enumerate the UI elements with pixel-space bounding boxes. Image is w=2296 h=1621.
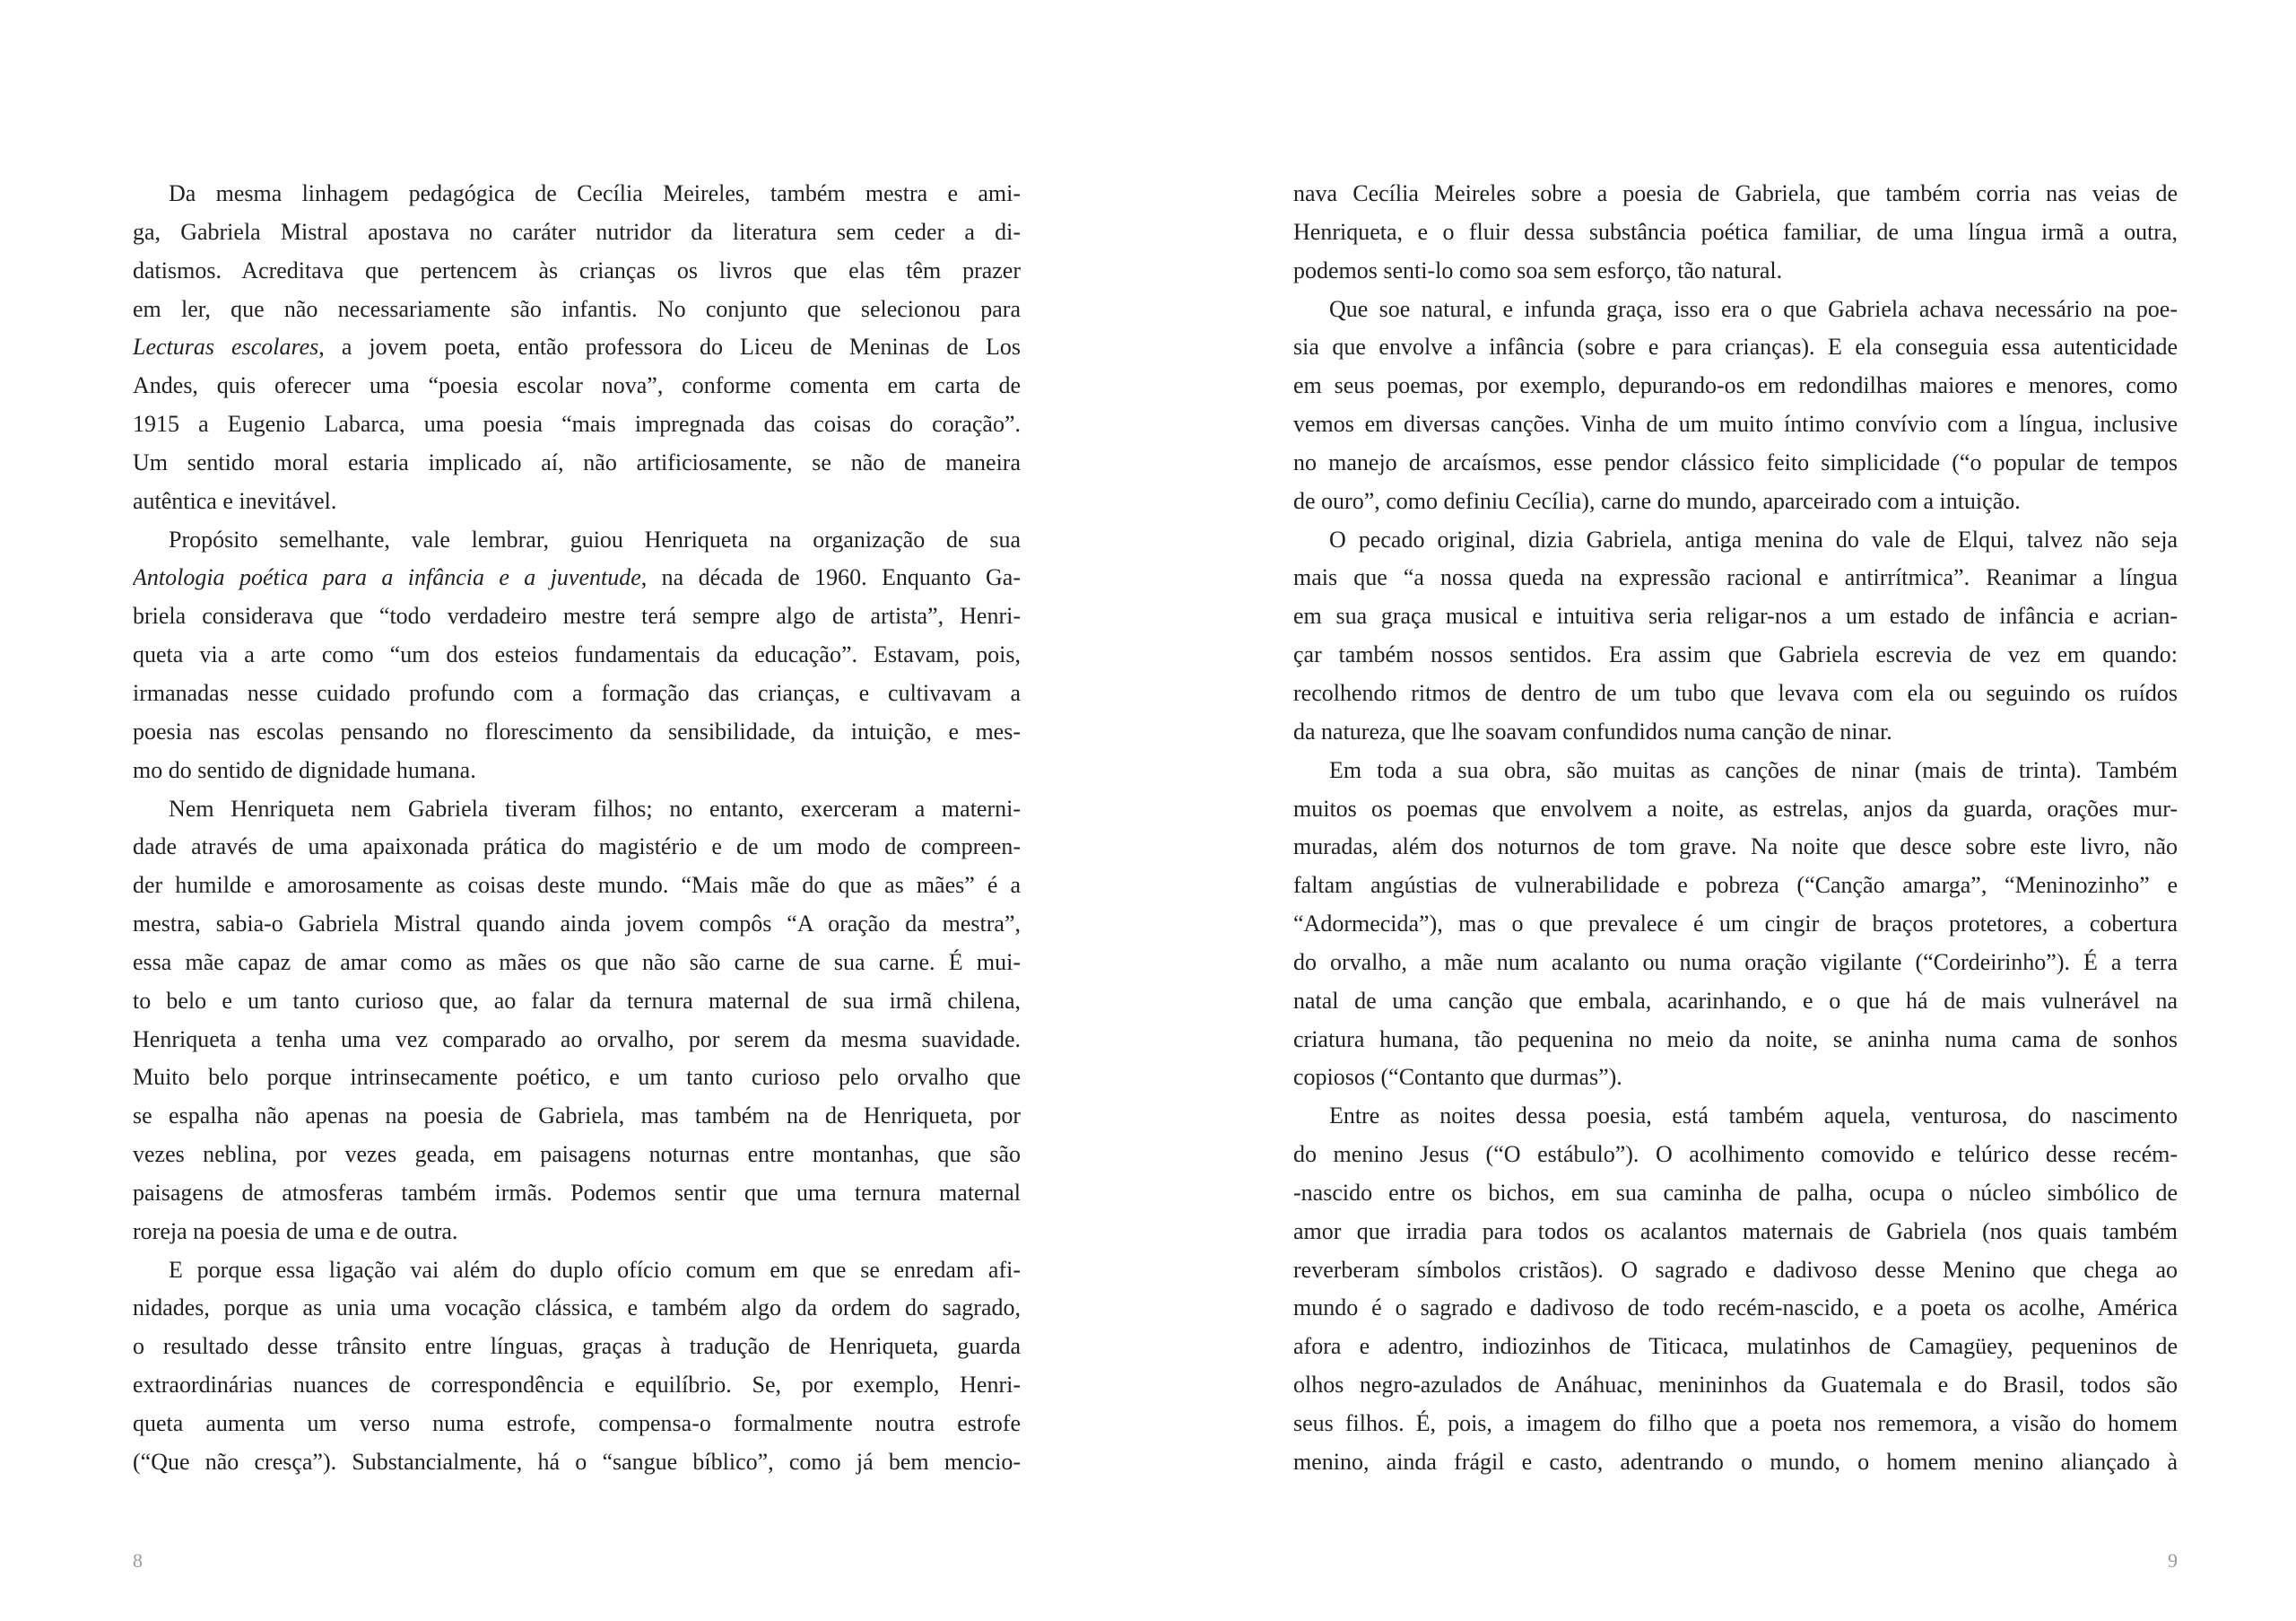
text-line: Que soe natural, e infunda graça, isso era o que Gabriela achava necessário na poe- [1329,295,2178,322]
text-line: essa mãe capaz de amar como as mães os que não são carne de sua carne. É mui- [133,948,1021,975]
text-line: (“Que não cresça”). Substancialmente, há o “sangue bíblico”, como já bem mencio- [133,1448,1021,1475]
text-line: copiosos (“Contanto que durmas”). [1293,1064,1622,1091]
left-page-number: 8 [133,1549,143,1572]
right-page-text [1293,175,2178,1482]
right-page [1148,0,2296,1621]
text-line: nidades, porque as unia uma vocação clássica, e também algo da ordem do sagrado, [133,1294,1021,1321]
text-line: recolhendo ritmos de dentro de um tubo que levava com ela ou seguindo os ruídos [1293,679,2178,706]
text-line: vemos em diversas canções. Vinha de um muito íntimo convívio com a língua, inclusive [1293,411,2178,438]
text-line: do orvalho, a mãe num acalanto ou numa oração vigilante (“Cordeirinho”). É a terra [1293,948,2178,975]
text-line: menino, ainda frágil e casto, adentrando o mundo, o homem menino aliançado à [1293,1448,2178,1475]
text-line: muradas, além dos noturnos de tom grave. Na noite que desce sobre este livro, não [1293,833,2178,860]
text-line: o resultado desse trânsito entre línguas, graças à tradução de Henriqueta, guarda [133,1333,1021,1360]
text-line: Henriqueta a tenha uma vez comparado ao orvalho, por serem da mesma suavidade. [133,1025,1021,1052]
text-line: afora e adentro, indiozinhos de Titicaca, mulatinhos de Camagüey, pequeninos de [1293,1333,2178,1360]
text-line: ga, Gabriela Mistral apostava no caráter nutridor da literatura sem ceder a di- [133,218,1021,245]
text-line: Propósito semelhante, vale lembrar, guiou Henriqueta na organização de sua [169,526,1021,553]
text-line: amor que irradia para todos os acalantos maternais de Gabriela (nos quais também [1293,1217,2178,1244]
text-line: do menino Jesus (“O estábulo”). O acolhimento comovido e telúrico desse recém- [1293,1141,2178,1168]
text-line: çar também nossos sentidos. Era assim que Gabriela escrevia de vez em quando: [1293,641,2178,668]
text-line: da natureza, que lhe soavam confundidos numa canção de ninar. [1293,718,1892,745]
text-line: Um sentido moral estaria implicado aí, não artificiosamente, se não de maneira [133,449,1021,475]
text-line: natal de uma canção que embala, acarinhando, e o que há de mais vulnerável na [1293,987,2178,1014]
text-line: datismos. Acreditava que pertencem às crianças os livros que elas têm prazer [133,257,1021,283]
text-line [133,328,1021,367]
text-line: Henriqueta, e o fluir dessa substância poética familiar, de uma língua irmã a outra, [1293,218,2178,245]
text-line: Nem Henriqueta nem Gabriela tiveram filhos; no entanto, exerceram a materni- [169,795,1021,822]
text-line: Da mesma linhagem pedagógica de Cecília Meireles, também mestra e ami- [169,180,1021,206]
text-line: de ouro”, como definiu Cecília), carne do mundo, aparceirado com a intuição. [1293,487,2021,514]
text-line: seus filhos. É, pois, a imagem do filho que a poeta nos rememora, a visão do homem [1293,1410,2178,1436]
italic-title: Antologia poética para a infância e a juventude [133,564,641,591]
line-text: , a jovem poeta, então professora do Liceu de Meninas de Los [318,334,1021,361]
line-text: , na década de 1960. Enquanto Ga- [640,564,1021,591]
text-line: Em toda a sua obra, são muitas as canções de ninar (mais de trinta). Também [1329,756,2178,783]
text-line: roreja na poesia de uma e de outra. [133,1217,458,1244]
text-line: Muito belo porque intrinsecamente poético, e um tanto curioso pelo orvalho que [133,1064,1021,1091]
text-line: extraordinárias nuances de correspondência e equilíbrio. Se, por exemplo, Henri- [133,1372,1021,1399]
text-line: vezes neblina, por vezes geada, em paisagens noturnas entre montanhas, que são [133,1141,1021,1168]
text-line: mestra, sabia-o Gabriela Mistral quando ainda jovem compôs “A oração da mestra”, [133,911,1021,937]
right-page-number: 9 [2168,1549,2178,1572]
text-line: der humilde e amorosamente as coisas deste mundo. “Mais mãe do que as mães” é a [133,872,1021,899]
text-line: queta aumenta um verso numa estrofe, compensa-o formalmente noutra estrofe [133,1410,1021,1436]
text-line: paisagens de atmosferas também irmãs. Podemos sentir que uma ternura maternal [133,1179,1021,1206]
text-line: dade através de uma apaixonada prática do magistério e de um modo de compreen- [133,833,1021,860]
text-line: se espalha não apenas na poesia de Gabriela, mas também na de Henriqueta, por [133,1102,1021,1129]
text-line: irmanadas nesse cuidado profundo com a formação das crianças, e cultivavam a [133,679,1021,706]
text-line: nava Cecília Meireles sobre a poesia de Gabriela, que também corria nas veias de [1293,180,2178,206]
text-line: no manejo de arcaísmos, esse pendor clássico feito simplicidade (“o popular de tempos [1293,449,2178,475]
text-line: olhos negro-azulados de Anáhuac, menininhos da Guatemala e do Brasil, todos são [1293,1372,2178,1399]
text-line: queta via a arte como “um dos esteios fundamentais da educação”. Estavam, pois, [133,641,1021,668]
text-line: Andes, quis oferecer uma “poesia escolar nova”, conforme comenta em carta de [133,372,1021,399]
text-line: criatura humana, tão pequenina no meio da noite, se aninha numa cama de sonhos [1293,1025,2178,1052]
text-line: mo do sentido de dignidade humana. [133,756,476,783]
text-line: faltam angústias de vulnerabilidade e pobreza (“Canção amarga”, “Meninozinho” e [1293,872,2178,899]
text-line: “Adormecida”), mas o que prevalece é um cingir de braços protetores, a cobertura [1293,911,2178,937]
text-line: to belo e um tanto curioso que, ao falar da ternura maternal de sua irmã chilena, [133,987,1021,1014]
text-line: autêntica e inevitável. [133,487,337,514]
text-line: poesia nas escolas pensando no florescimento da sensibilidade, da intuição, e mes- [133,718,1021,745]
text-line: -nascido entre os bichos, em sua caminha de palha, ocupa o núcleo simbólico de [1293,1179,2178,1206]
text-line: em seus poemas, por exemplo, depurando-os em redondilhas maiores e menores, como [1293,372,2178,399]
text-line: em ler, que não necessariamente são infantis. No conjunto que selecionou para [133,295,1021,322]
text-line: O pecado original, dizia Gabriela, antiga menina do vale de Elqui, talvez não seja [1329,526,2178,553]
text-line: Entre as noites dessa poesia, está também aquela, venturosa, do nascimento [1329,1102,2178,1129]
text-line: sia que envolve a infância (sobre e para crianças). E ela conseguia essa autenticidade [1293,334,2178,361]
text-line [133,559,1021,597]
italic-title: Lecturas escolares [133,334,319,361]
text-line: muitos os poemas que envolvem a noite, as estrelas, anjos da guarda, orações mur- [1293,795,2178,822]
text-line: reverberam símbolos cristãos). O sagrado e dadivoso desse Menino que chega ao [1293,1256,2178,1283]
text-line: briela considerava que “todo verdadeiro mestre terá sempre algo de artista”, Henri- [133,603,1021,630]
text-line: em sua graça musical e intuitiva seria religar-nos a um estado de infância e acrian- [1293,603,2178,630]
text-line: mundo é o sagrado e dadivoso de todo recém-nascido, e a poeta os acolhe, América [1293,1294,2178,1321]
text-line: podemos senti-lo como soa sem esforço, tão natural. [1293,257,1783,283]
text-line: E porque essa ligação vai além do duplo ofício comum em que se enredam afi- [169,1256,1021,1283]
text-line: 1915 a Eugenio Labarca, uma poesia “mais impregnada das coisas do coração”. [133,411,1021,438]
text-line: mais que “a nossa queda na expressão racional e antirrítmica”. Reanimar a língua [1293,564,2178,591]
left-page-text [133,175,1021,1482]
